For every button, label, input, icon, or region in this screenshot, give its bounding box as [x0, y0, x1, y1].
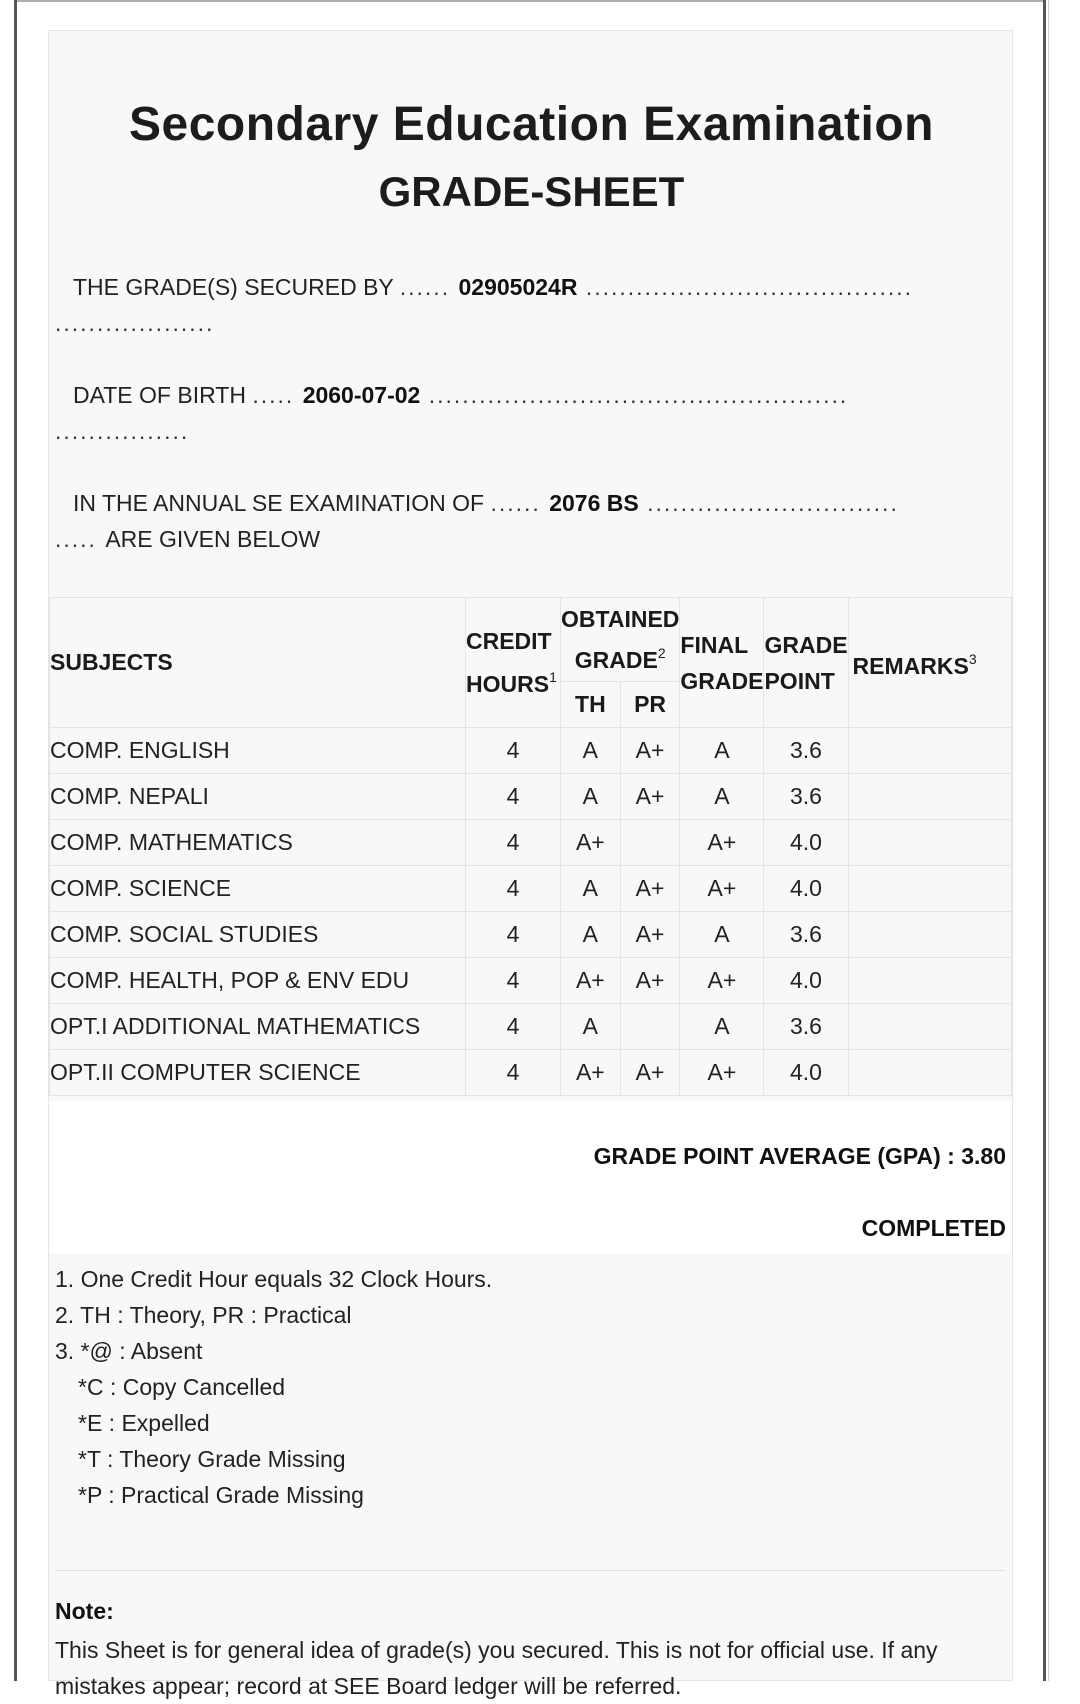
dob-value: 2060-07-02	[302, 382, 421, 408]
remarks-cell	[848, 912, 1011, 958]
legend-item: *C : Copy Cancelled	[78, 1374, 286, 1400]
final-grade-cell: A+	[680, 820, 764, 866]
grade-point-cell: 3.6	[764, 912, 848, 958]
grade-point-cell: 4.0	[764, 958, 848, 1004]
table-row	[50, 820, 1012, 866]
subject-cell: COMP. NEPALI	[50, 774, 466, 820]
secured-by-line: THE GRADE(S) SECURED BY ...... 02905024R ....................................... ...................	[55, 274, 914, 336]
dob-label: DATE OF BIRTH	[73, 382, 246, 408]
subject-cell: COMP. ENGLISH	[50, 728, 466, 774]
table-row	[50, 1050, 1012, 1096]
credit-cell: 4	[466, 1050, 561, 1096]
subject-cell: COMP. HEALTH, POP & ENV EDU	[50, 958, 466, 1004]
final-grade-cell: A+	[680, 866, 764, 912]
header-pr: PR	[620, 682, 680, 728]
th-grade-cell: A	[561, 912, 621, 958]
pr-grade-cell: A+	[620, 912, 680, 958]
header-th: TH	[561, 682, 621, 728]
pr-grade-cell: A+	[620, 728, 680, 774]
pr-grade-cell: A+	[620, 958, 680, 1004]
frame-left-border	[14, 0, 17, 1681]
status-label: COMPLETED	[861, 1215, 1006, 1241]
th-grade-cell: A	[561, 728, 621, 774]
grades-table	[49, 597, 1012, 1096]
th-grade-cell: A	[561, 774, 621, 820]
credit-cell: 4	[466, 958, 561, 1004]
header-obtained-grade: OBTAINED GRADE$^2$	[561, 598, 680, 682]
legend-item: 1. One Credit Hour equals 32 Clock Hours.	[55, 1266, 493, 1292]
final-grade-cell: A	[680, 1004, 764, 1050]
header-subjects: SUBJECTS	[50, 598, 466, 728]
table-row	[50, 774, 1012, 820]
header-credit-hours: CREDIT HOURS$^1$	[466, 598, 561, 728]
header-remarks: REMARKS$^3$	[848, 598, 1011, 728]
symbol-number: 02905024R	[458, 274, 578, 300]
table-row	[50, 912, 1012, 958]
exam-year: 2076 BS	[549, 490, 639, 516]
legend-item: *E : Expelled	[78, 1410, 210, 1436]
exam-line: IN THE ANNUAL SE EXAMINATION OF ...... 2076 BS .............................. ..... ARE GIVEN BELOW	[55, 490, 899, 552]
th-grade-cell: A+	[561, 820, 621, 866]
remarks-cell	[848, 866, 1011, 912]
given-below-label: ARE GIVEN BELOW	[105, 526, 321, 552]
page-title: Secondary Education Examination	[128, 98, 934, 151]
frame-right-border	[1043, 0, 1046, 1681]
dob-line: DATE OF BIRTH ..... 2060-07-02 .................................................. ................	[55, 382, 849, 444]
remarks-cell	[848, 1004, 1011, 1050]
header-grade-point: GRADE POINT	[764, 598, 848, 728]
legend-item: 2. TH : Theory, PR : Practical	[55, 1302, 352, 1328]
subject-cell: OPT.II COMPUTER SCIENCE	[50, 1050, 466, 1096]
grade-point-cell: 3.6	[764, 1004, 848, 1050]
final-grade-cell: A	[680, 912, 764, 958]
grade-point-cell: 3.6	[764, 728, 848, 774]
grade-point-cell: 4.0	[764, 820, 848, 866]
table-row	[50, 728, 1012, 774]
legend	[55, 1261, 492, 1513]
credit-cell: 4	[466, 728, 561, 774]
grade-point-cell: 4.0	[764, 1050, 848, 1096]
pr-grade-cell: A+	[620, 774, 680, 820]
remarks-cell	[848, 728, 1011, 774]
subject-cell: COMP. SOCIAL STUDIES	[50, 912, 466, 958]
header-final-grade: FINAL GRADE	[680, 598, 764, 728]
pr-grade-cell	[620, 1004, 680, 1050]
secured-by-label: THE GRADE(S) SECURED BY	[73, 274, 394, 300]
table-row	[50, 958, 1012, 1004]
grade-point-cell: 3.6	[764, 774, 848, 820]
credit-cell: 4	[466, 820, 561, 866]
gpa-value: GRADE POINT AVERAGE (GPA) : 3.80	[593, 1143, 1006, 1169]
final-grade-cell: A+	[680, 958, 764, 1004]
remarks-cell	[848, 774, 1011, 820]
credit-cell: 4	[466, 912, 561, 958]
legend-item: *T : Theory Grade Missing	[78, 1446, 346, 1472]
pr-grade-cell: A+	[620, 1050, 680, 1096]
th-grade-cell: A+	[561, 1050, 621, 1096]
credit-cell: 4	[466, 866, 561, 912]
subject-cell: COMP. MATHEMATICS	[50, 820, 466, 866]
frame-top-border	[14, 0, 1046, 2]
grade-point-cell: 4.0	[764, 866, 848, 912]
th-grade-cell: A	[561, 866, 621, 912]
remarks-cell	[848, 820, 1011, 866]
credit-cell: 4	[466, 1004, 561, 1050]
credit-cell: 4	[466, 774, 561, 820]
th-grade-cell: A+	[561, 958, 621, 1004]
table-row	[50, 866, 1012, 912]
subject-cell: OPT.I ADDITIONAL MATHEMATICS	[50, 1004, 466, 1050]
pr-grade-cell: A+	[620, 866, 680, 912]
table-row	[50, 1004, 1012, 1050]
remarks-cell	[848, 958, 1011, 1004]
final-grade-cell: A+	[680, 1050, 764, 1096]
final-grade-cell: A	[680, 728, 764, 774]
subject-cell: COMP. SCIENCE	[50, 866, 466, 912]
pr-grade-cell	[620, 820, 680, 866]
divider	[55, 1570, 1005, 1571]
note-text: This Sheet is for general idea of grade(s) you secured. This is not for official use. If any mistakes appear; record at SEE Board ledger will be referred.	[55, 1637, 938, 1699]
legend-item: 3. *@ : Absent	[55, 1338, 203, 1364]
remarks-cell	[848, 1050, 1011, 1096]
frame-right-shadow	[1048, 0, 1049, 1681]
legend-item: *P : Practical Grade Missing	[78, 1482, 364, 1508]
final-grade-cell: A	[680, 774, 764, 820]
page-subtitle: GRADE-SHEET	[378, 168, 685, 215]
th-grade-cell: A	[561, 1004, 621, 1050]
note-heading: Note:	[55, 1598, 114, 1624]
exam-label: IN THE ANNUAL SE EXAMINATION OF	[73, 490, 485, 516]
grade-sheet	[48, 30, 1013, 1699]
